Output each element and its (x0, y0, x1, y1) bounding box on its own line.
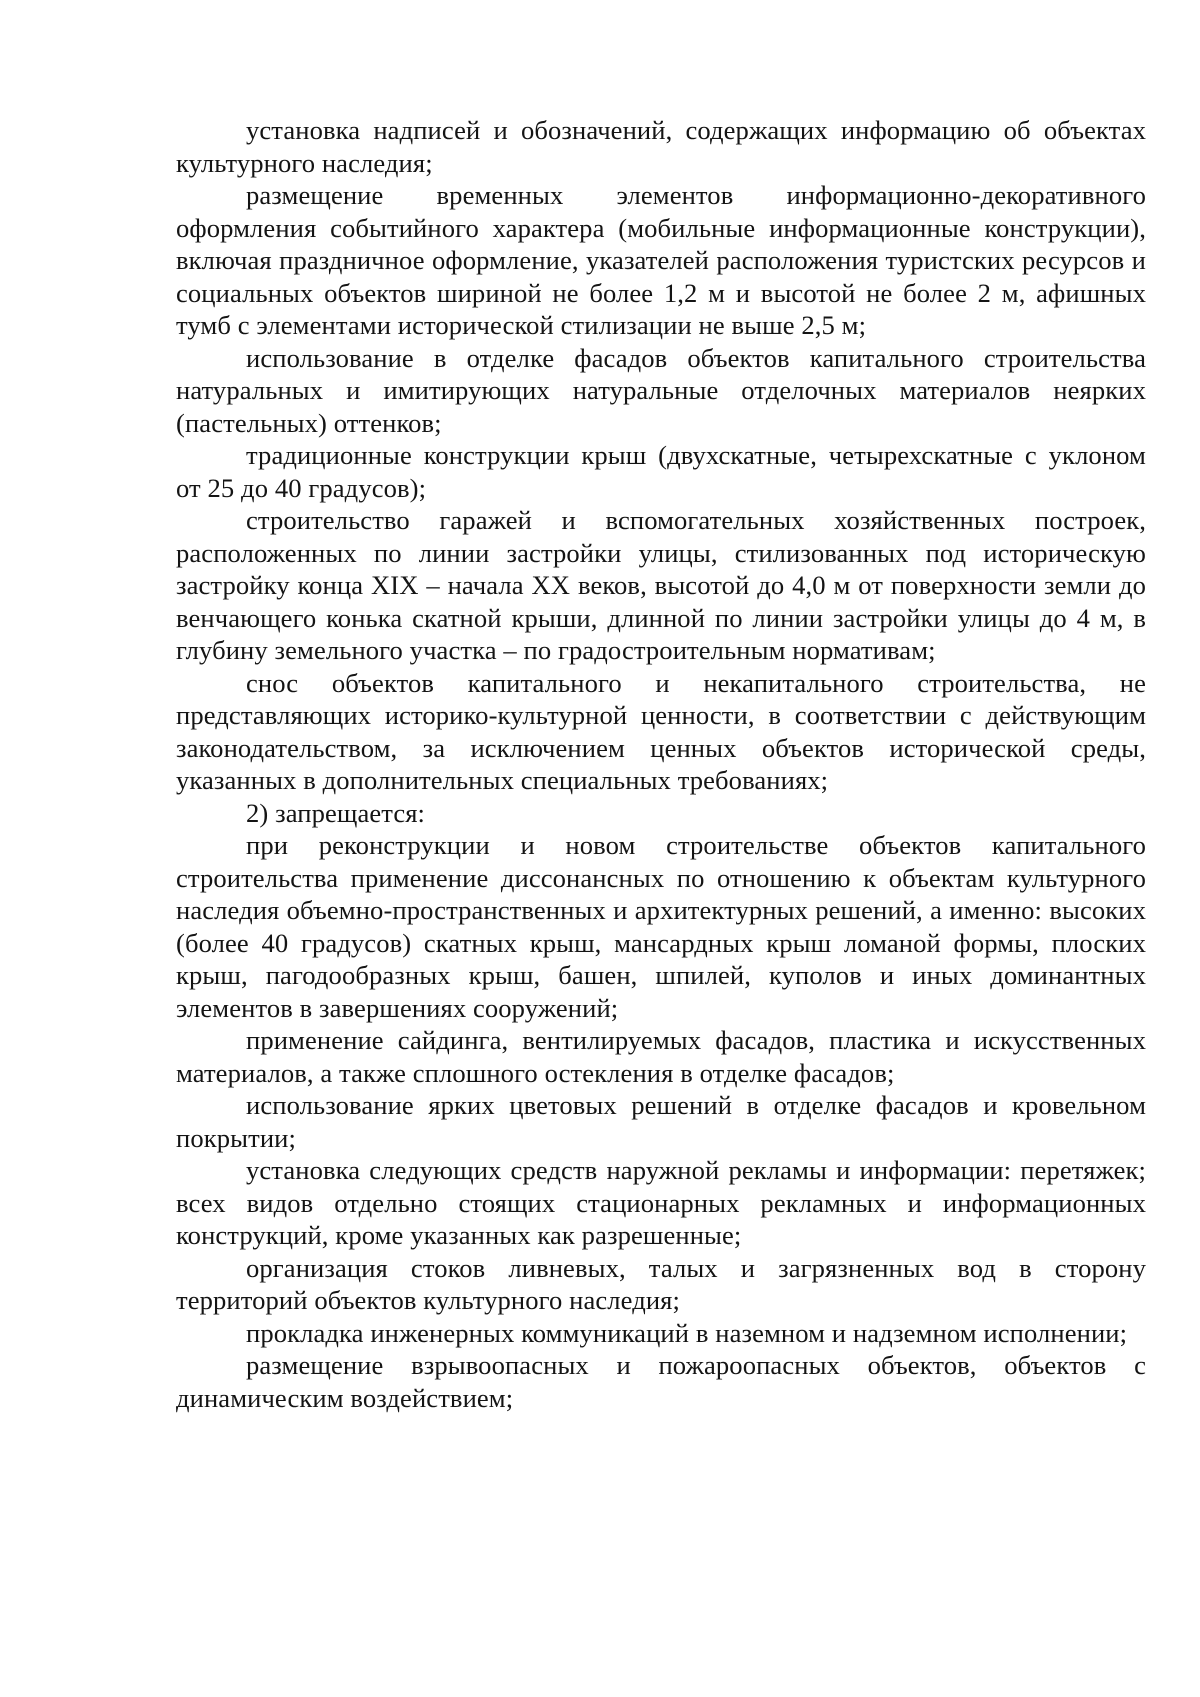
paragraph-hazardous-objects: размещение взрывоопасных и пожароопасных объектов, объектов с динамическим воздействием; (176, 1350, 1146, 1413)
paragraph-inscriptions: установка надписей и обозначений, содержащих информацию об объектах культурного наследия; (176, 115, 1146, 178)
paragraph-drainage: организация стоков ливневых, талых и загрязненных вод в сторону территорий объектов культурного наследия; (176, 1252, 1146, 1315)
paragraph-bright-colors: использование ярких цветовых решений в отделке фасадов и кровельном покрытии; (176, 1090, 1146, 1153)
paragraph-facade-materials: использование в отделке фасадов объектов капитального строительства натуральных и имитирующих натуральные отделочных материалов неярких (пастельных) оттенков; (176, 342, 1146, 438)
paragraph-utilities: прокладка инженерных коммуникаций в наземном и надземном исполнении; (246, 1317, 1128, 1348)
paragraph-siding: применение сайдинга, вентилируемых фасадов, пластика и искусственных материалов, а также сплошного остекления в отделке фасадов; (176, 1025, 1146, 1088)
paragraph-demolition: снос объектов капитального и некапитального строительства, не представляющих историко-культурной ценности, в соответствии с действующим законодательством, за исключением ценных объектов исторической среды, указанных в дополнительных специальных требованиях; (176, 667, 1146, 795)
paragraph-garages: строительство гаражей и вспомогательных хозяйственных построек, расположенных по линии застройки улицы, стилизованных под историческую застройку конца XIX – начала XX веков, высотой до 4,0 м от поверхности земли до венчающего конька скатной крыши, длинной по линии застройки улицы до 4 м, в глубину земельного участка – по градостроительным нормативам; (176, 505, 1146, 665)
paragraph-prohibited-heading: 2) запрещается: (246, 797, 426, 828)
paragraph-temporary-elements: размещение временных элементов информационно-декоративного оформления событийного характера (мобильные информационные конструкции), включая праздничное оформление, указателей расположения туристских ресурсов и социальных объектов шириной не более 1,2 м и высотой не более 2 м, афишных тумб с элементами исторической стилизации не выше 2,5 м; (176, 180, 1146, 340)
paragraph-advertising: установка следующих средств наружной рекламы и информации: перетяжек; всех видов отдельно стоящих стационарных рекламных и информационных конструкций, кроме указанных как разрешенные; (176, 1155, 1146, 1250)
paragraph-roof-structures: традиционные конструкции крыш (двухскатные, четырехскатные с уклоном от 25 до 40 градусов); (176, 440, 1146, 503)
paragraph-dissonant-solutions: при реконструкции и новом строительстве объектов капитального строительства применение диссонансных по отношению к объектам культурного наследия объемно-пространственных и архитектурных решений, а именно: высоких (более 40 градусов) скатных крыш, мансардных крыш ломаной формы, плоских крыш, пагодообразных крыш, башен, шпилей, куполов и иных доминантных элементов в завершениях сооружений; (176, 830, 1146, 1023)
document-body (176, 114, 1146, 1414)
